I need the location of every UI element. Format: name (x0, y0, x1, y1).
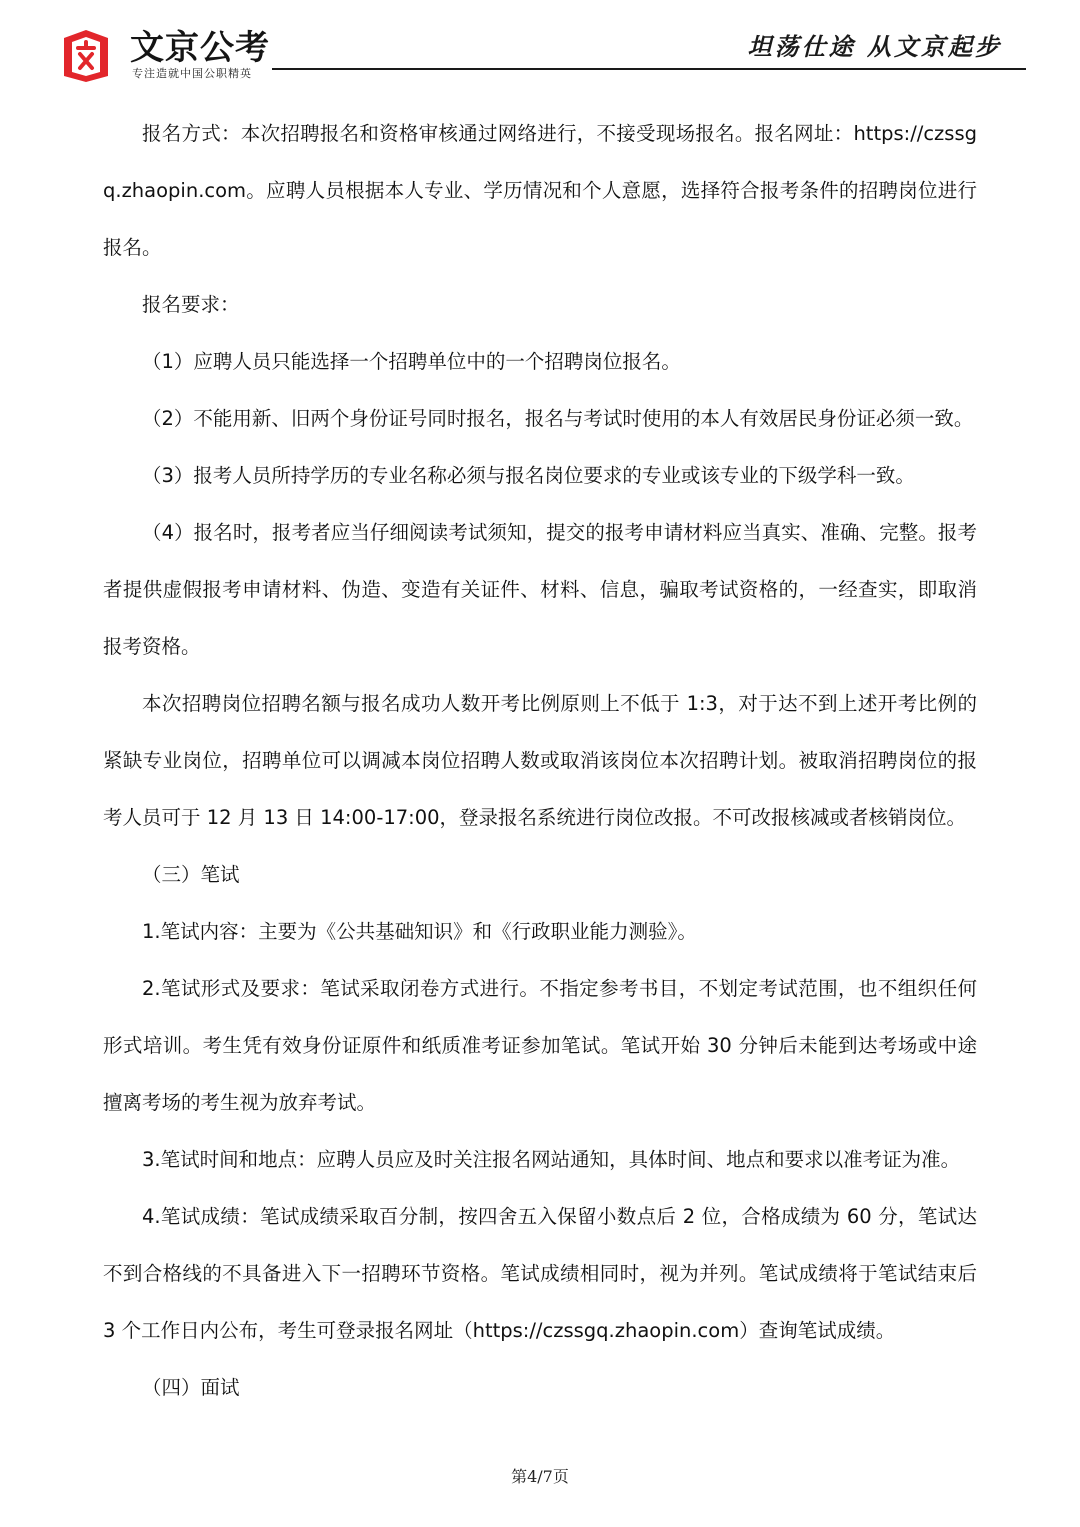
paragraph-registration-method: 报名方式：本次招聘报名和资格审核通过网络进行，不接受现场报名。报名网址：https://czssgq.zhaopin.com。应聘人员根据本人专业、学历情况和个人意愿，选择符合报考条件的招聘岗位进行报名。 (103, 122, 977, 259)
list-item: （2）不能用新、旧两个身份证号同时报名，报名与考试时使用的本人有效居民身份证必须一致。 (142, 407, 974, 430)
paragraph-registration-requirements: 报名要求： (142, 293, 240, 316)
wenjing-logo-icon (58, 28, 114, 82)
list-item: （4）报名时，报考者应当仔细阅读考试须知，提交的报考申请材料应当真实、准确、完整。报考者提供虚假报考申请材料、伪造、变造有关证件、材料、信息，骗取考试资格的，一经查实，即取消报考资格。 (103, 521, 977, 658)
header-divider (272, 68, 1026, 70)
paragraph-exam-format: 2.笔试形式及要求：笔试采取闭卷方式进行。不指定参考书目，不划定考试范围，也不组织任何形式培训。考生凭有效身份证原件和纸质准考证参加笔试。笔试开始 30 分钟后未能到达考场或中途擅离考场的考生视为放弃考试。 (103, 977, 977, 1114)
header-motto: 坦荡仕途 从文京起步 (747, 33, 1002, 61)
paragraph-exam-ratio: 本次招聘岗位招聘名额与报名成功人数开考比例原则上不低于 1:3，对于达不到上述开考比例的紧缺专业岗位，招聘单位可以调减本岗位招聘人数或取消该岗位本次招聘计划。被取消招聘岗位的报考人员可于 12 月 13 日 14:00-17:00，登录报名系统进行岗位改报。不可改报核减或者核销岗位。 (103, 692, 977, 829)
paragraph-exam-time-location: 3.笔试时间和地点：应聘人员应及时关注报名网站通知，具体时间、地点和要求以准考证为准。 (142, 1148, 961, 1171)
paragraph-exam-score: 4.笔试成绩：笔试成绩采取百分制，按四舍五入保留小数点后 2 位，合格成绩为 60 分，笔试达不到合格线的不具备进入下一招聘环节资格。笔试成绩相同时，视为并列。笔试成绩将于笔试结束后 3 个工作日内公布，考生可登录报名网址（https://czssgq.zhaopin.com）查询笔试成绩。 (103, 1205, 977, 1342)
page-number: 第4/7页 (511, 1467, 569, 1486)
logo-slogan: 专注造就中国公职精英 (132, 67, 252, 80)
page-header (0, 0, 1080, 80)
paragraph-exam-content: 1.笔试内容：主要为《公共基础知识》和《行政职业能力测验》。 (142, 920, 697, 943)
list-item: （1）应聘人员只能选择一个招聘单位中的一个招聘岗位报名。 (142, 350, 681, 373)
document-body (103, 105, 977, 1416)
logo-name: 文京公考 (130, 28, 270, 68)
section-heading-written-exam: （三）笔试 (142, 863, 240, 886)
section-heading-interview: （四）面试 (142, 1376, 240, 1399)
list-item: （3）报考人员所持学历的专业名称必须与报名岗位要求的专业或该专业的下级学科一致。 (142, 464, 915, 487)
